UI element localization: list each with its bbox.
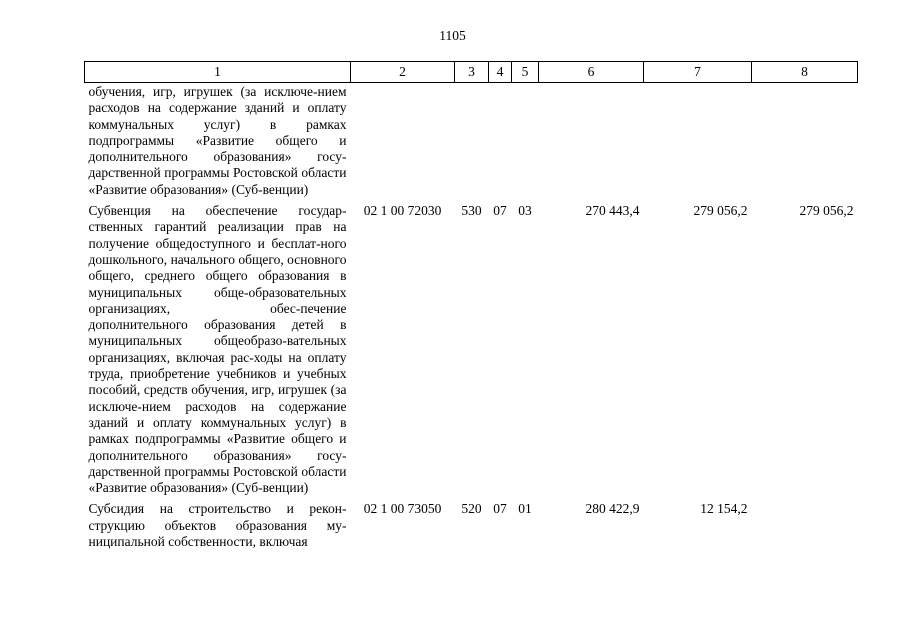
column-header-2: 2 <box>351 62 455 83</box>
row-amount-2: 279 056,2 <box>693 203 748 219</box>
page-number: 1105 <box>439 28 466 43</box>
column-number-header <box>85 62 858 83</box>
row-amount-2 <box>644 83 752 201</box>
row-target-code: 02 1 00 72030 <box>363 203 442 219</box>
column-header-5: 5 <box>512 62 539 83</box>
row-expense-type <box>455 83 489 201</box>
row-amount-3: 279 056,2 <box>799 203 854 219</box>
column-header-3: 3 <box>455 62 489 83</box>
row-target-code: 02 1 00 73050 <box>363 501 442 517</box>
row-subsection <box>512 83 539 201</box>
budget-table <box>84 61 858 552</box>
row-expense-type: 530 <box>461 203 482 219</box>
table-row <box>85 83 858 201</box>
row-amount-1 <box>539 83 644 201</box>
row-amount-3 <box>752 498 858 552</box>
row-description: Субсидия на строительство и рекон-струкцию объектов образования му-ниципальной собственности, включая <box>88 501 347 550</box>
row-subsection: 03 <box>518 203 532 219</box>
column-header-8: 8 <box>752 62 858 83</box>
row-section <box>489 83 512 201</box>
row-description: обучения, игр, игрушек (за исключе-нием расходов на содержание зданий и оплату коммунальных услуг) в рамках подпрограммы «Развитие общего и дополнительного образования» госу-дарственной программы Ростовской области «Развитие образования» (Суб-венции) <box>88 84 347 197</box>
table-row <box>85 498 858 552</box>
row-amount-1: 270 443,4 <box>585 203 640 219</box>
table-row <box>85 200 858 498</box>
column-header-7: 7 <box>644 62 752 83</box>
row-section: 07 <box>493 501 507 517</box>
column-header-6: 6 <box>539 62 644 83</box>
row-amount-2: 12 154,2 <box>700 501 748 517</box>
row-target-code <box>351 83 455 201</box>
row-amount-1: 280 422,9 <box>585 501 640 517</box>
row-amount-3 <box>752 83 858 201</box>
column-header-1: 1 <box>85 62 351 83</box>
row-section: 07 <box>493 203 507 219</box>
column-header-4: 4 <box>489 62 512 83</box>
row-description: Субвенция на обеспечение государ-ственных гарантий реализации прав на получение общедоступного и бесплат-ного дошкольного, начального общего, основного общего, среднего общего образования в муниципальных обще-образовательных организациях, обес-печение дополнительного образования детей в муниципальных общеобразо-вательных организациях, включая рас-ходы на оплату труда, приобретение учебников и учебных пособий, средств обучения, игр, игрушек (за исключе-нием расходов на содержание зданий и оплату коммунальных услуг) в рамках подпрограммы «Развитие общего и дополнительного образования» госу-дарственной программы Ростовской области «Развитие образования» (Суб-венции) <box>88 203 347 496</box>
row-expense-type: 520 <box>461 501 482 517</box>
row-subsection: 01 <box>518 501 532 517</box>
